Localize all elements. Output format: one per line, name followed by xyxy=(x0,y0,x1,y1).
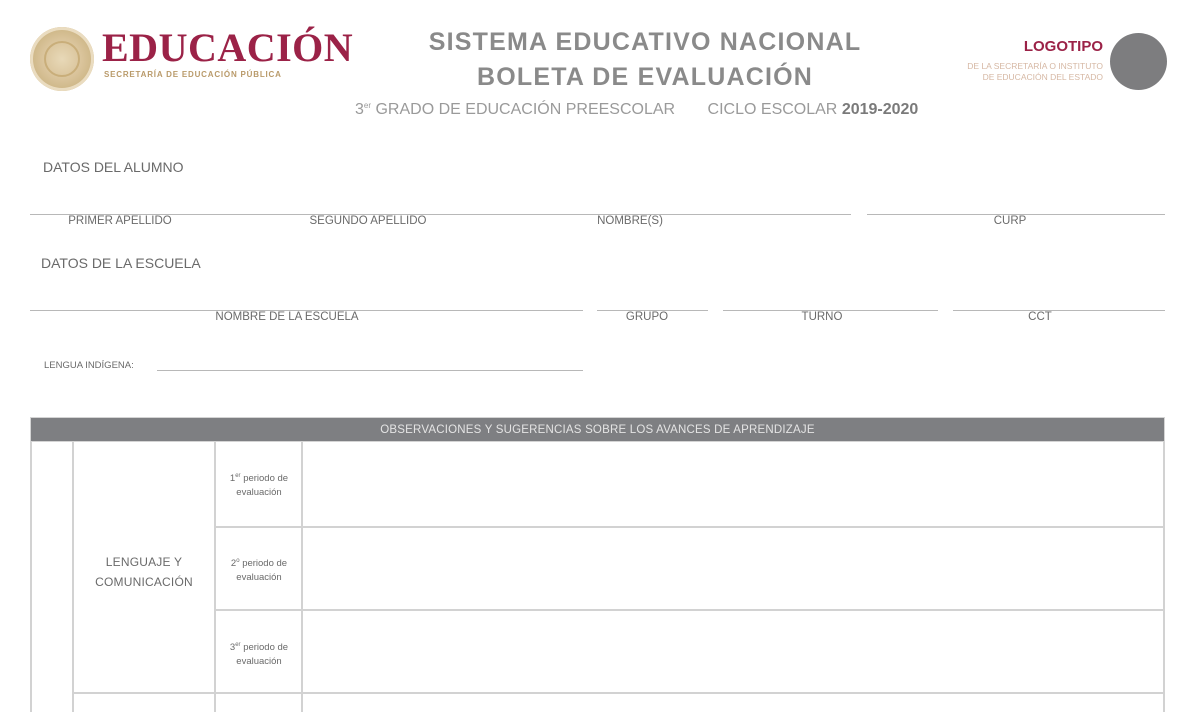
period-1-label: 1er periodo de evaluación xyxy=(229,473,289,498)
table-border-left xyxy=(30,442,32,712)
table-row-divider xyxy=(72,692,1165,694)
table-border-right xyxy=(1163,442,1165,712)
area-lenguaje-comunicacion xyxy=(74,552,214,592)
area-line1: LENGUAJE Y xyxy=(105,555,183,569)
cycle-label: CICLO ESCOLAR xyxy=(707,101,838,118)
state-logo-placeholder-icon xyxy=(1110,33,1167,90)
curp-label: CURP xyxy=(993,215,1027,227)
segundo-apellido-label: SEGUNDO APELLIDO xyxy=(309,215,427,227)
grade-ordinal: er xyxy=(363,101,372,110)
turno-label: TURNO xyxy=(801,311,843,323)
document-title-line1: SISTEMA EDUCATIVO NACIONAL xyxy=(428,28,862,56)
period-1-observations-cell[interactable] xyxy=(303,444,1163,526)
lengua-indigena-field[interactable] xyxy=(157,370,583,371)
period-2-observations-cell[interactable] xyxy=(303,528,1163,609)
grupo-label: GRUPO xyxy=(625,311,669,323)
grade-number: 3 xyxy=(355,101,364,118)
primer-apellido-label: PRIMER APELLIDO xyxy=(68,215,172,227)
student-section-title: DATOS DEL ALUMNO xyxy=(43,159,184,175)
logo-sub-line1: DE LA SECRETARÍA O INSTITUTO xyxy=(967,61,1103,71)
cct-label: CCT xyxy=(1028,311,1052,323)
period-2-label: 2$^o$ periodo de evaluación xyxy=(230,558,288,583)
cycle-value: 2019-2020 xyxy=(841,101,919,118)
lengua-indigena-label: LENGUA INDÍGENA: xyxy=(44,360,134,371)
observations-table-header: OBSERVACIONES Y SUGERENCIAS SOBRE LOS AVANCES DE APRENDIZAJE xyxy=(30,417,1165,442)
period-3-label: 3er periodo de evaluación xyxy=(229,642,289,667)
school-name-label: NOMBRE DE LA ESCUELA xyxy=(215,311,359,323)
logo-sub-line2: DE EDUCACIÓN DEL ESTADO xyxy=(982,72,1103,82)
state-logo-subtitle xyxy=(967,61,1103,83)
nombres-label: NOMBRE(S) xyxy=(597,215,663,227)
document-title-line2: BOLETA DE EVALUACIÓN xyxy=(476,63,814,91)
observations-table xyxy=(30,417,1165,707)
area-line2: COMUNICACIÓN xyxy=(95,575,193,589)
grade-cycle-line xyxy=(355,101,918,119)
period-3-observations-cell[interactable] xyxy=(303,611,1163,692)
school-section-title: DATOS DE LA ESCUELA xyxy=(41,255,201,271)
grade-text: GRADO DE EDUCACIÓN PREESCOLAR xyxy=(375,101,676,118)
state-logo-title: LOGOTIPO xyxy=(1023,38,1103,55)
brand-subtitle: SECRETARÍA DE EDUCACIÓN PÚBLICA xyxy=(104,70,282,79)
brand-logo-text: EDUCACIÓN xyxy=(102,25,354,70)
